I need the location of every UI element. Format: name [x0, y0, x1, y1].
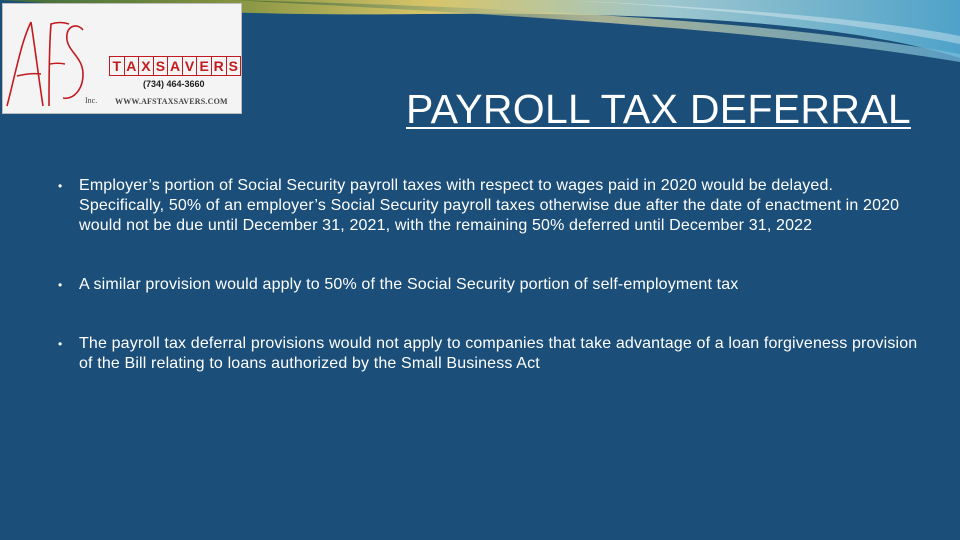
logo-brand-letter: E [196, 56, 212, 76]
logo-brand-letter: A [124, 56, 140, 76]
bullet-text: A similar provision would apply to 50% of the Social Security portion of self-employment tax [79, 276, 739, 293]
slide-title: PAYROLL TAX DEFERRAL [406, 86, 911, 132]
afs-logo-mark [5, 18, 85, 110]
bullet-marker: • [58, 337, 63, 351]
bullet-marker: • [58, 278, 63, 292]
bullet-text: The payroll tax deferral provisions would not apply to companies that take advantage of a loan forgiveness provision of the Bill relating to loans authorized by the Small Business Act [79, 335, 918, 372]
bullet-item [58, 334, 918, 374]
logo-brand-letter: T [109, 56, 125, 76]
bullet-item [58, 176, 918, 236]
company-logo [2, 3, 242, 114]
logo-brand-name [109, 56, 240, 76]
logo-brand-letter: S [153, 56, 169, 76]
logo-phone: (734) 464-3660 [143, 79, 205, 89]
logo-url: WWW.AFSTAXSAVERS.COM [115, 97, 228, 106]
bullet-list [58, 176, 918, 413]
logo-brand-letter: R [211, 56, 227, 76]
bullet-item [58, 275, 918, 295]
bullet-text: Employer’s portion of Social Security payroll taxes with respect to wages paid in 2020 would be delayed. Specifically, 50% of an employer’s Social Security payroll taxes otherwise due after the date of enactment in 2020 would not be due until December 31, 2021, with the remaining 50% deferred until December 31, 2022 [79, 177, 900, 234]
logo-brand-letter: A [167, 56, 183, 76]
logo-brand-letter: V [182, 56, 198, 76]
bullet-marker: • [58, 179, 63, 193]
logo-inc: Inc. [85, 96, 98, 105]
logo-brand-letter: S [226, 56, 242, 76]
logo-brand-letter: X [138, 56, 154, 76]
